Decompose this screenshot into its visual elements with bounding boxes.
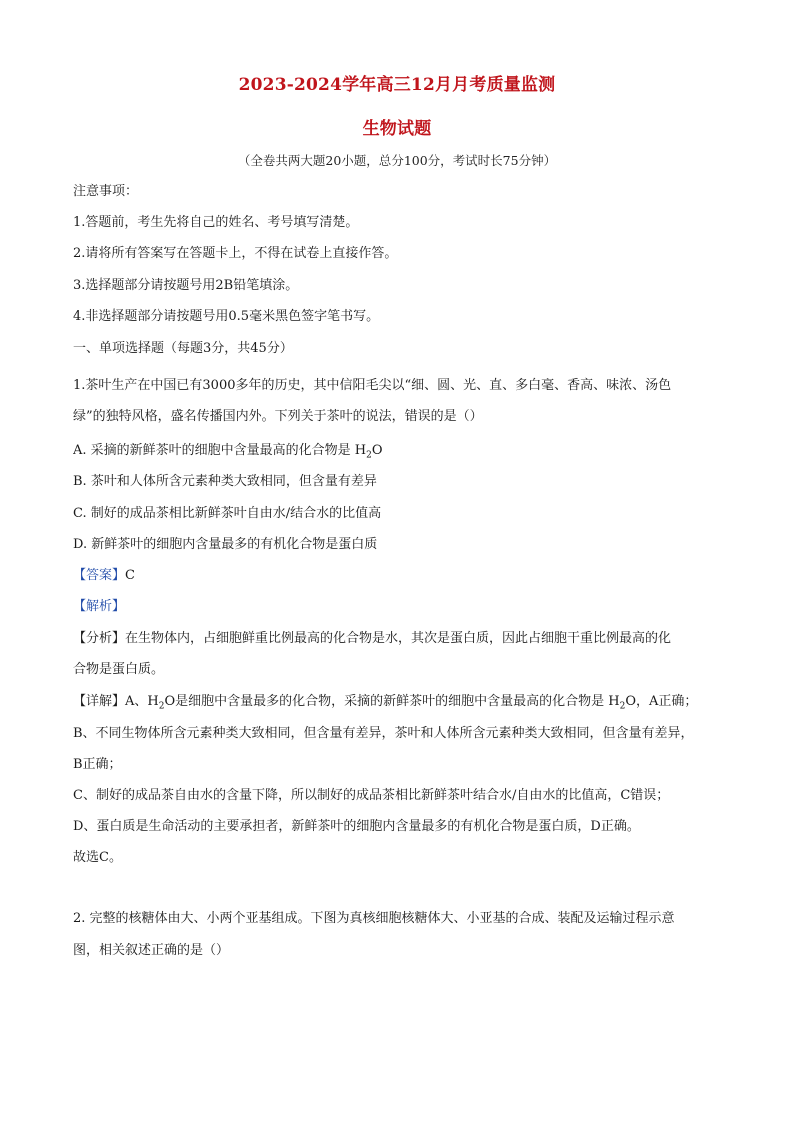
answer-line (73, 567, 725, 585)
detail-d: D、蛋白质是生命活动的主要承担者，新鲜茶叶的细胞内含量最多的有机化合物是蛋白质，D正确。 (73, 819, 640, 834)
subscript: 2 (158, 701, 165, 711)
detail-a-part1: A、H (125, 694, 159, 709)
analysis-tag: 【解析】 (73, 599, 126, 614)
option-b: B. 茶叶和人体所含元素种类大致相同，但含量有差异 (73, 474, 377, 489)
option-a (73, 442, 725, 460)
option-d: D. 新鲜茶叶的细胞内含量最多的有机化合物是蛋白质 (73, 537, 378, 552)
note-item: 3.选择题部分请按题号用2B铅笔填涂。 (73, 278, 299, 293)
exam-info: （全卷共两大题20小题，总分100分，考试时长75分钟） (237, 153, 557, 168)
question-1-stem-line2: 绿”的独特风格，盛名传播国内外。下列关于茶叶的说法，错误的是（） (73, 409, 483, 424)
conclusion: 故选C。 (73, 850, 122, 865)
fenxi-tag: 【分析】 (73, 631, 126, 646)
exam-title: 2023-2024学年高三12月月考质量监测 (238, 75, 556, 95)
analysis-line (73, 598, 725, 616)
detail-a-part2: O是细胞中含量最多的化合物，采摘的新鲜茶叶的细胞中含量最高的化合物是 H (164, 694, 620, 709)
detail-b-line1: B、不同生物体所含元素种类大致相同，但含量有差异，茶叶和人体所含元素种类大致相同，但含量有差异， (73, 726, 694, 741)
answer-value: C (125, 568, 135, 583)
note-item: 4.非选择题部分请按题号用0.5毫米黑色签字笔书写。 (73, 309, 380, 324)
detail-a-part3: O，A正确； (625, 694, 698, 709)
detail-a (73, 693, 725, 711)
fenxi-text: 在生物体内，占细胞鲜重比例最高的化合物是水，其次是蛋白质，因此占细胞干重比例最高的化 (125, 631, 672, 646)
option-a-suffix: O (371, 443, 383, 458)
subject-title: 生物试题 (362, 119, 432, 139)
question-2-stem-line1: 2. 完整的核糖体由大、小两个亚基组成。下图为真核细胞核糖体大、小亚基的合成、装配及运输过程示意 (73, 911, 675, 926)
question-1-stem-line1: 1.茶叶生产在中国已有3000多年的历史，其中信阳毛尖以“细、圆、光、直、多白毫、香高、味浓、汤色 (73, 378, 672, 393)
answer-tag: 【答案】 (73, 568, 126, 583)
xiangjie-tag: 【详解】 (73, 694, 126, 709)
option-a-text: A. 采摘的新鲜茶叶的细胞中含量最高的化合物是 H (73, 443, 367, 458)
question-2-stem-line2: 图，相关叙述正确的是（） (73, 943, 230, 958)
detail-b-line2: B正确； (73, 757, 122, 772)
note-item: 1.答题前，考生先将自己的姓名、考号填写清楚。 (73, 215, 359, 230)
subscript: 2 (366, 450, 372, 460)
note-item: 2.请将所有答案写在答题卡上，不得在试卷上直接作答。 (73, 246, 398, 261)
detail-c: C、制好的成品茶自由水的含量下降，所以制好的成品茶相比新鲜茶叶结合水/自由水的比值高，C错误； (73, 788, 670, 803)
fenxi-line1 (73, 630, 725, 648)
option-c: C. 制好的成品茶相比新鲜茶叶自由水/结合水的比值高 (73, 506, 382, 521)
fenxi-line2: 合物是蛋白质。 (73, 662, 165, 677)
subscript: 2 (619, 701, 626, 711)
notes-heading: 注意事项： (73, 184, 139, 199)
section-heading: 一、单项选择题（每题3分，共45分） (73, 341, 293, 356)
